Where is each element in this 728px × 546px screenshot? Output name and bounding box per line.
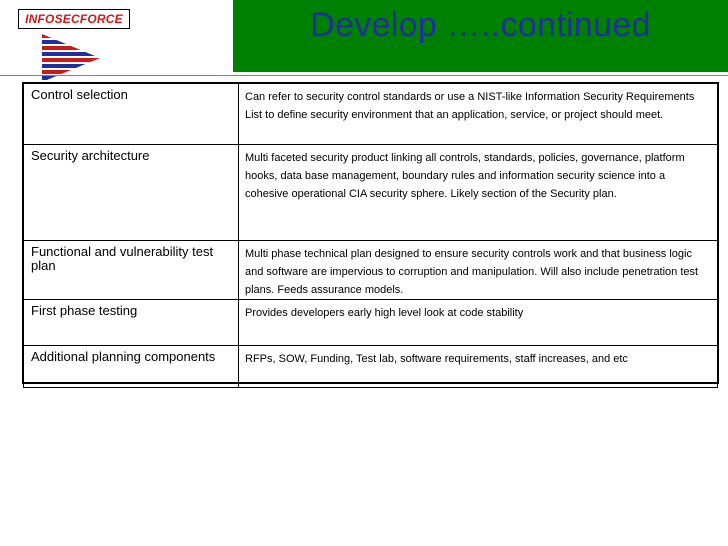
table-row [24,84,718,145]
logo-text: INFOSECFORCE [25,12,123,26]
row-label: Control selection [24,84,239,145]
row-label: Functional and vulnerability test plan [24,241,239,300]
row-description: Can refer to security control standards or use a NIST-like Information Security Requirements List to define security environment that an application, service, or project should meet. [239,84,718,145]
table-row [24,145,718,241]
title-bar [233,0,728,72]
page-title: Develop …..continued [310,6,651,44]
row-description: Multi faceted security product linking all controls, standards, policies, governance, platform hooks, data base management, boundary rules and information security science into a cohesive operational CIA security sphere. Likely section of the Security plan. [239,145,718,241]
row-label: Security architecture [24,145,239,241]
table-row [24,241,718,300]
table-row [24,300,718,346]
plan-table [23,83,718,388]
row-description: Provides developers early high level look at code stability [239,300,718,346]
row-description: Multi phase technical plan designed to ensure security controls work and that business logic and software are impervious to corruption and manipulation. Will also include penetration test plans. Feeds assurance models. [239,241,718,300]
header-divider [0,75,728,76]
row-label: Additional planning components [24,346,239,388]
row-label: First phase testing [24,300,239,346]
logo [18,9,130,29]
table-row [24,346,718,388]
row-description: RFPs, SOW, Funding, Test lab, software requirements, staff increases, and etc [239,346,718,388]
